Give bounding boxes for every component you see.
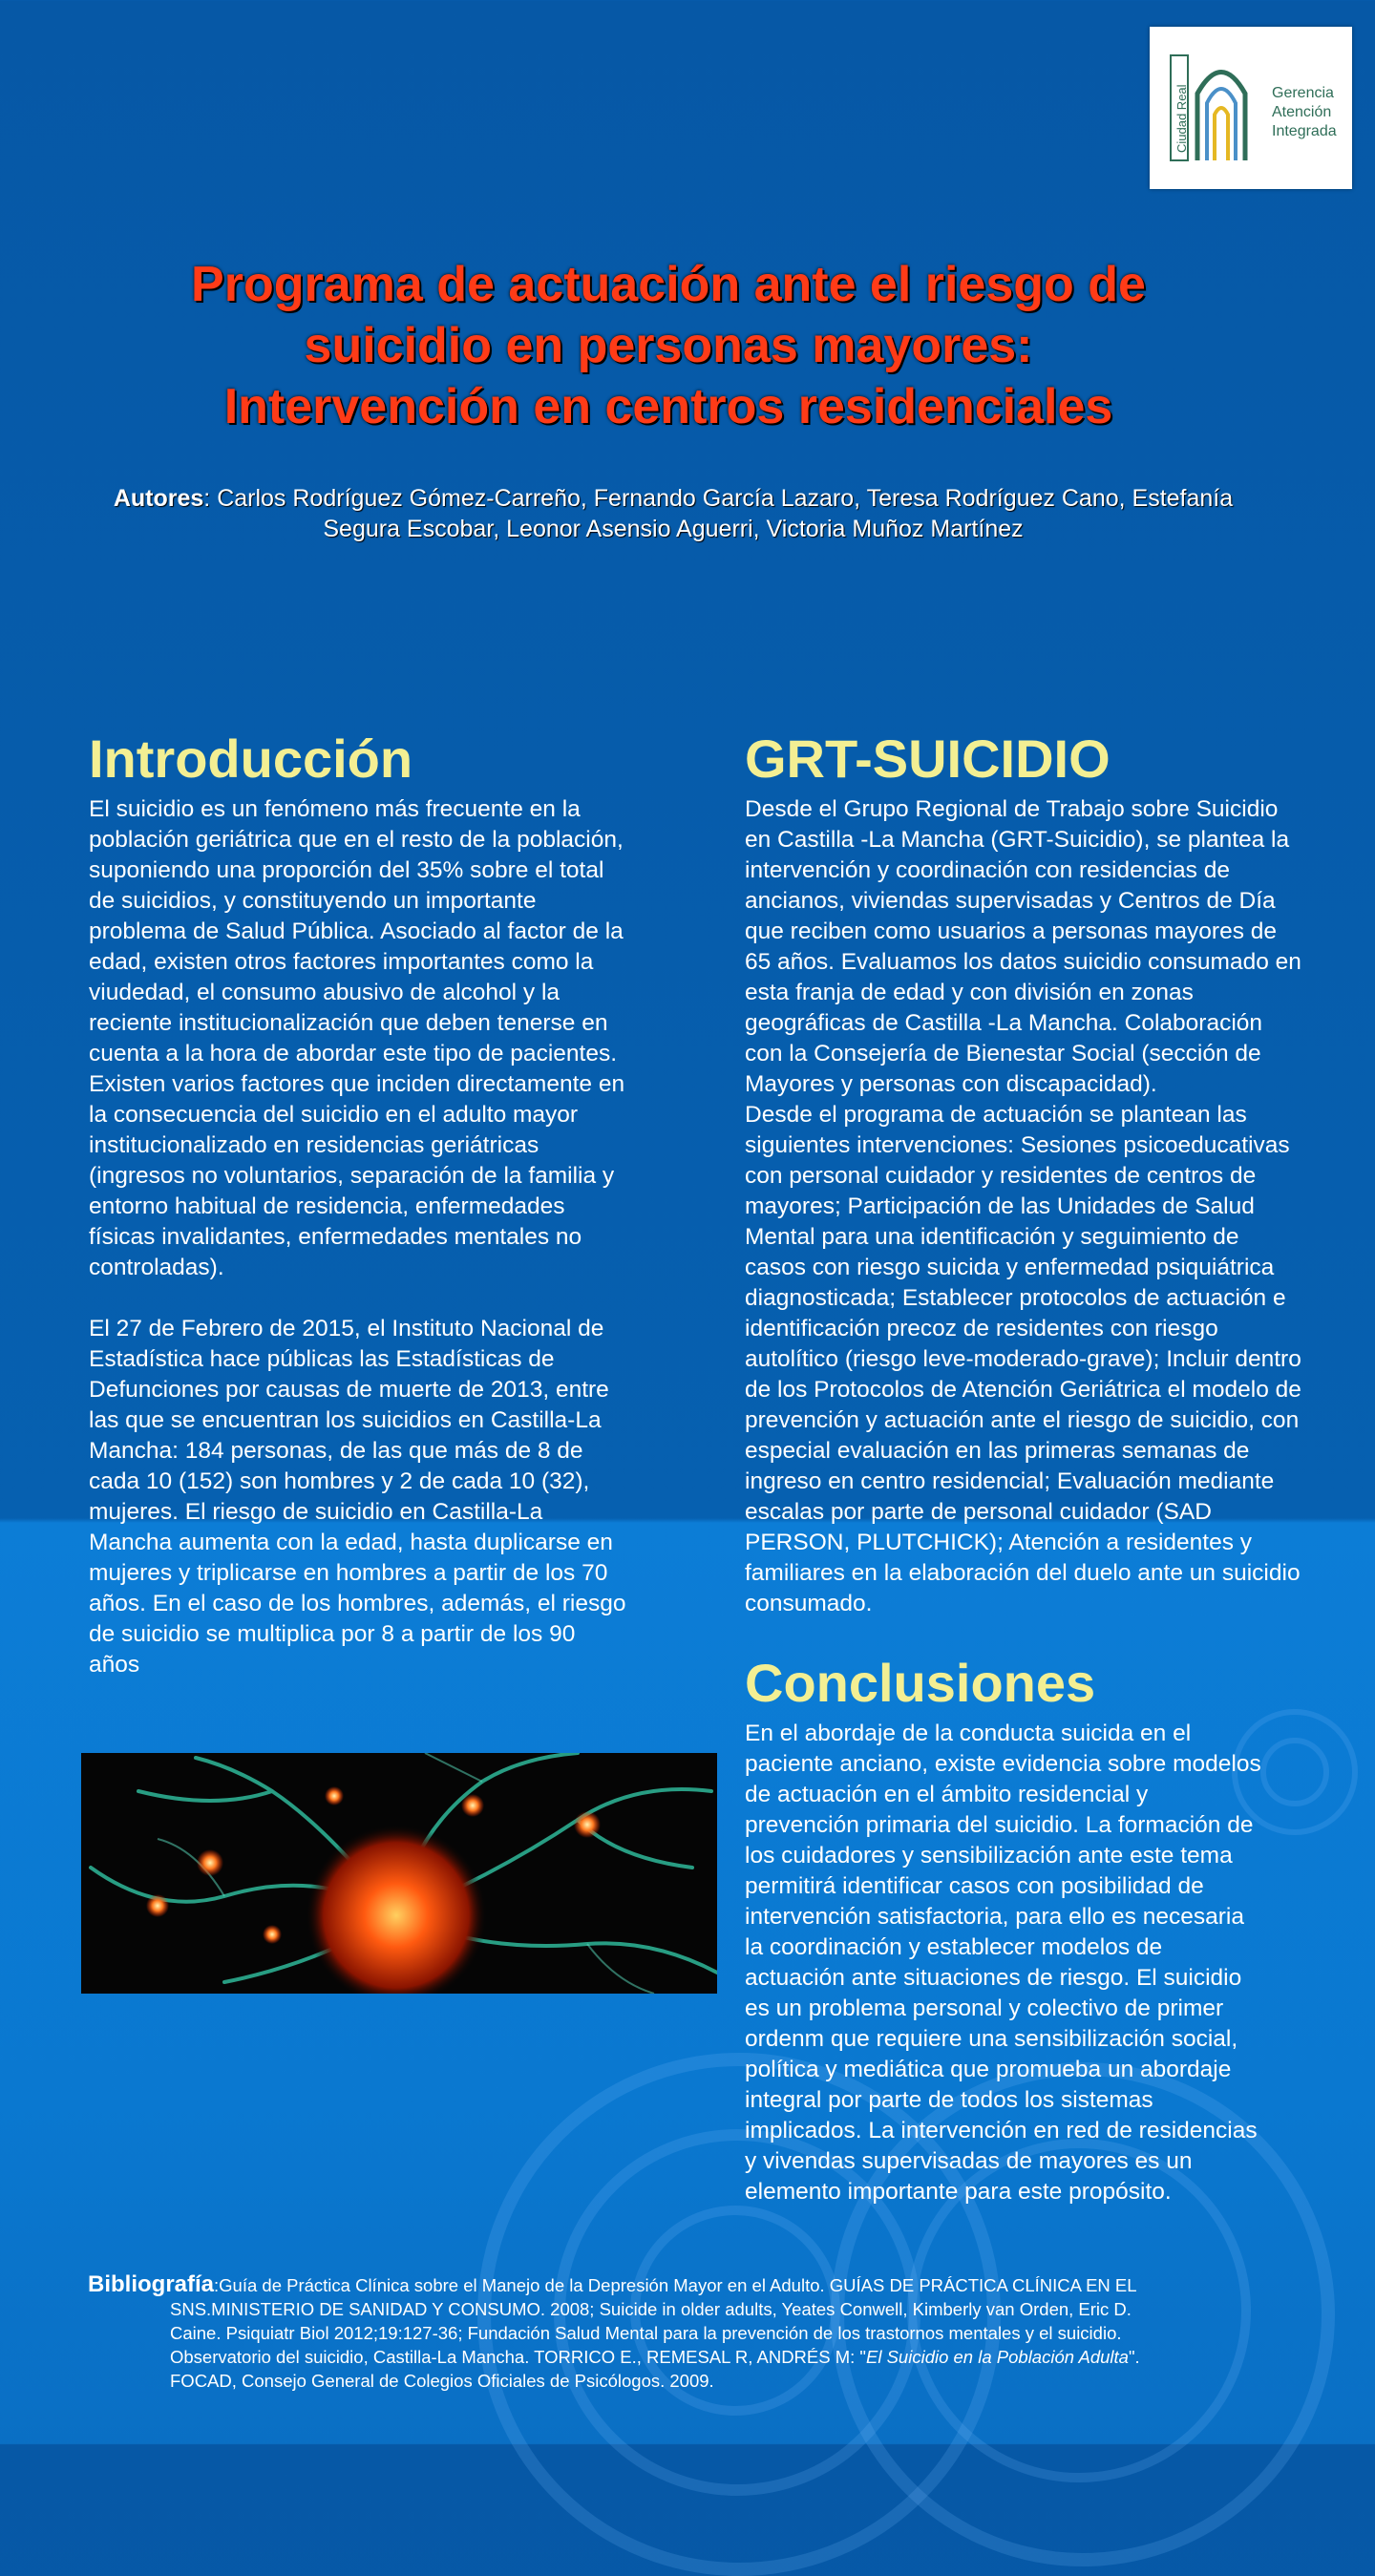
bibliography-line: Caine. Psiquiatr Biol 2012;19:127-36; Fundación Salud Mental para la prevención de los trastornos mentales y el suicidio.	[170, 2323, 1122, 2343]
title-line: suicidio en personas mayores:	[304, 318, 1033, 373]
neuron-illustration	[81, 1753, 717, 1994]
authors-names: : Carlos Rodríguez Gómez-Carreño, Fernando García Lazaro, Teresa Rodríguez Cano, Estefanía	[203, 485, 1234, 512]
organization-logo	[1150, 27, 1352, 189]
logo-vertical-text: Ciudad Real	[1174, 84, 1189, 153]
conclusiones-heading: Conclusiones	[745, 1653, 1096, 1713]
bibliography	[88, 2272, 1291, 2393]
poster-title	[57, 254, 1280, 437]
introduccion-heading: Introducción	[89, 728, 413, 789]
title-line: Intervención en centros residenciales	[223, 379, 1113, 434]
logo-text	[1272, 84, 1337, 141]
bibliography-line: FOCAD, Consejo General de Colegios Oficiales de Psicólogos. 2009.	[170, 2371, 714, 2391]
bibliography-line: SNS.MINISTERIO DE SANIDAD Y CONSUMO. 2008; Suicide in older adults, Yeates Conwell, Kimberly van Orden, Eric D.	[170, 2299, 1132, 2319]
bibliography-label: Bibliografía	[88, 2271, 215, 2297]
authors-names-cont: Segura Escobar, Leonor Asensio Aguerri, Victoria Muñoz Martínez	[323, 516, 1024, 542]
conclusiones-text: En el abordaje de la conducta suicida en el paciente anciano, existe evidencia sobre modelos de actuación en el ámbito residencial y prevención primaria del suicidio. La formación de los cuidadores y sensibilización ante este tema permitirá identificar casos con posibilidad de intervención satisfactoria, para ello es necesaria la coordinación y establecer modelos de actuación ante situaciones de riesgo. El suicidio es un problema personal y colectivo de primer ordenm que requiere una sensibilización social, política y mediática que promueba un abordaje integral por parte de todos los sistemas implicados. La intervención en red de residencias y vivendas supervisadas de mayores es un elemento importante para este propósito.	[745, 1721, 1261, 2205]
introduccion-text: El suicidio es un fenómeno más frecuente en la población geriátrica que en el resto de la población, suponiendo una proporción del 35% sobre el total de suicidios, y constituyendo un importante problema de Salud Pública. Asociado al factor de la edad, existen otros factores importantes como la viudedad, el consumo abusivo de alcohol y la reciente institucionalización que deben tenerse en cuenta a la hora de abordar este tipo de pacientes. Existen varios factores que inciden directamente en la consecuencia del suicidio en el adulto mayor institucionalizado en residencias geriátricas (ingresos no voluntarios, separación de la familia y entorno habitual de residencia, enfermedades físicas invalidantes, enfermedades mentales no controladas). El 27 de Febrero de 2015, el Instituto Nacional de Estadística hace públicas las Estadísticas de Defunciones por causas de muerte de 2013, entre las que se encuentran los suicidios en Castilla-La Mancha: 184 personas, de las que más de 8 de cada 10 (152) son hombres y 2 de cada 10 (32), mujeres. El riesgo de suicidio en Castilla-La Mancha aumenta con la edad, hasta duplicarse en mujeres y triplicarse en hombres a partir de los 70 años. En el caso de los hombres, además, el riesgo de suicidio se multiplica por 8 a partir de los 90 años	[89, 796, 626, 1678]
neuron-image	[81, 1753, 717, 1994]
grt-text: Desde el Grupo Regional de Trabajo sobre Suicidio en Castilla -La Mancha (GRT-Suicidio), se plantea la intervención y coordinación con residencias de ancianos, viviendas supervisadas y Centros de Día que reciben como usuarios a personas mayores de 65 años. Evaluamos los datos suicidio consumado en esta franja de edad y con división en zonas geográficas de Castilla -La Mancha. Colaboración con la Consejería de Bienestar Social (sección de Mayores y personas con discapacidad). Desde el programa de actuación se plantean las siguientes intervenciones: Sesiones psicoeducativas con personal cuidador y residentes de centros de mayores; Participación de las Unidades de Salud Mental para una identificación y seguimiento de casos con riesgo suicida y enfermedad psiquiátrica diagnosticada; Establecer protocolos de actuación e identificación precoz de residentes con riesgo autolítico (riesgo leve-moderado-grave); Incluir dentro de los Protocolos de Atención Geriátrica el modelo de prevención y actuación ante el riesgo de suicidio, con especial evaluación en las primeras semanas de ingreso en centro residencial; Evaluación mediante escalas por parte de personal cuidador (SAD PERSON, PLUTCHICK); Atención a residentes y familiares en la elaboración del duelo ante un suicidio consumado.	[745, 796, 1301, 1616]
bibliography-line: :Guía de Práctica Clínica sobre el Manejo de la Depresión Mayor en el Adulto. GUÍAS DE PRÁCTICA CLÍNICA EN EL	[214, 2275, 1137, 2295]
bibliography-line: ".	[1128, 2347, 1140, 2367]
logo-line: Atención	[1272, 104, 1332, 120]
authors-label: Autores	[113, 485, 204, 512]
bibliography-line: Observatorio del suicidio, Castilla-La Mancha. TORRICO E., REMESAL R, ANDRÉS M: "	[170, 2347, 866, 2367]
logo-line: Gerencia	[1272, 85, 1334, 101]
authors	[57, 483, 1289, 544]
logo-line: Integrada	[1272, 123, 1337, 139]
bibliography-book-title: El Suicidio en la Población Adulta	[866, 2347, 1129, 2367]
title-line: Programa de actuación ante el riesgo de	[191, 257, 1146, 312]
bibliography-line-group	[88, 2345, 1291, 2369]
grt-heading: GRT-SUICIDIO	[745, 728, 1111, 789]
